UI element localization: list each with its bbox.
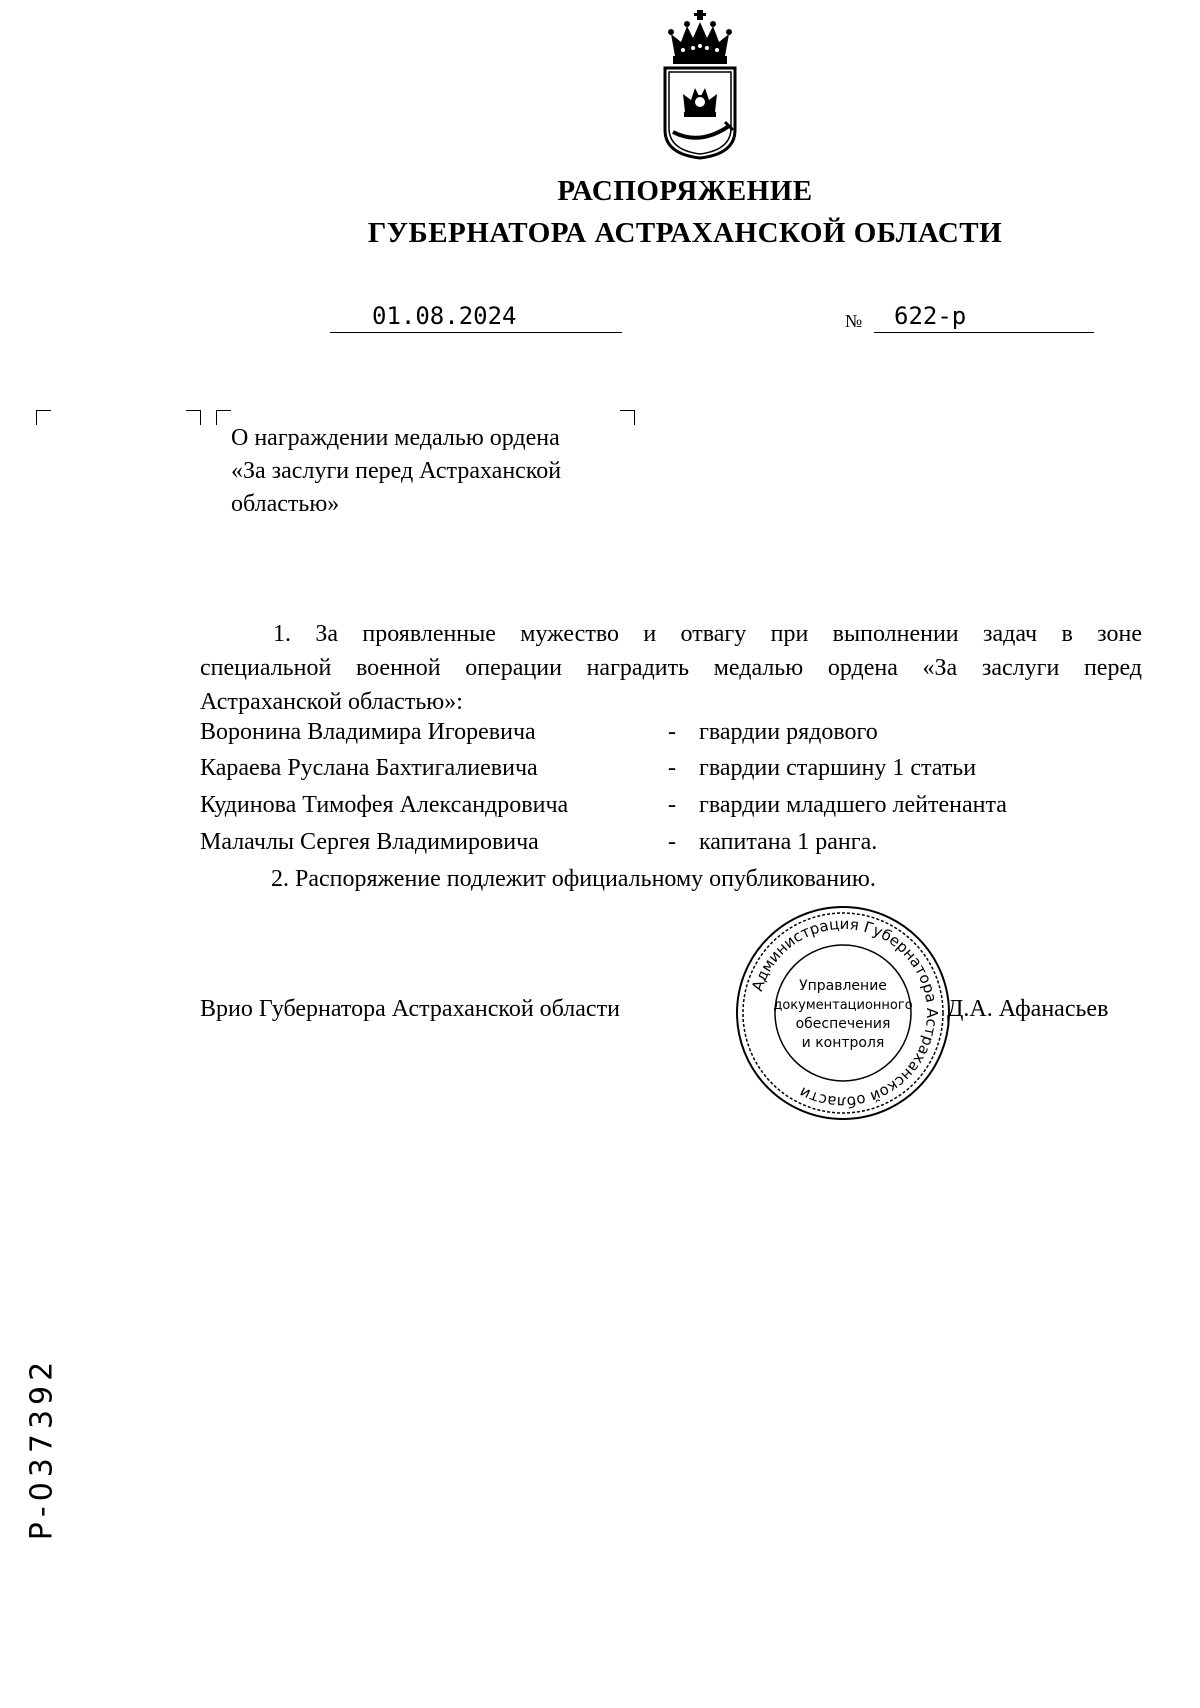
coat-of-arms-emblem — [655, 8, 745, 160]
document-date-field — [330, 302, 622, 333]
document-number: 622-р — [894, 302, 967, 330]
official-stamp — [733, 903, 953, 1123]
paragraph-1-line: специальной военной операции наградить медалью ордена «За заслуги перед — [200, 655, 1142, 681]
awardee-rank: гвардии рядового — [699, 719, 878, 745]
subject-line: «За заслуги перед Астраханской — [231, 458, 562, 484]
stamp-inner-line: Управление — [799, 978, 887, 994]
stamp-inner-line: и контроля — [801, 1035, 885, 1051]
signer-position: Врио Губернатора Астраханской области — [200, 996, 620, 1022]
subject-line: О награждении медалью ордена — [231, 425, 560, 451]
number-sign: № — [845, 311, 863, 331]
awardee-name: Воронина Владимира Игоревича — [200, 719, 536, 745]
subject-line: областью» — [231, 491, 340, 517]
awardee-rank: гвардии младшего лейтенанта — [699, 792, 1007, 818]
awardee-dash: - — [668, 829, 676, 855]
registration-number: Р-037392 — [24, 1356, 60, 1541]
paragraph-1-line: 1. За проявленные мужество и отвагу при выполнении задач в зоне — [273, 621, 1142, 647]
stamp-inner-line: обеспечения — [795, 1016, 891, 1032]
awardee-dash: - — [668, 719, 676, 745]
document-number-field — [874, 302, 1094, 333]
paragraph-2: 2. Распоряжение подлежит официальному опубликованию. — [271, 866, 876, 892]
awardee-name: Караева Руслана Бахтигалиевича — [200, 755, 538, 781]
awardee-rank: капитана 1 ранга. — [699, 829, 878, 855]
document-title: РАСПОРЯЖЕНИЕ — [557, 175, 813, 207]
signer-name: Д.А. Афанасьев — [947, 996, 1109, 1022]
corner-mark — [620, 410, 635, 425]
stamp-inner-line: документационного — [773, 998, 913, 1013]
document-date: 01.08.2024 — [372, 302, 517, 330]
paragraph-1-line: Астраханской областью»: — [200, 689, 463, 715]
awardee-dash: - — [668, 755, 676, 781]
document-issuer-title: ГУБЕРНАТОРА АСТРАХАНСКОЙ ОБЛАСТИ — [367, 217, 1003, 249]
corner-mark — [186, 410, 201, 425]
corner-mark — [216, 410, 231, 425]
corner-mark — [36, 410, 51, 425]
awardee-dash: - — [668, 792, 676, 818]
stamp-outer-text: Администрация Губернатора Астраханской области — [748, 914, 942, 1112]
awardee-name: Кудинова Тимофея Александровича — [200, 792, 569, 818]
awardee-rank: гвардии старшину 1 статьи — [699, 755, 977, 781]
awardee-name: Малачлы Сергея Владимировича — [200, 829, 539, 855]
